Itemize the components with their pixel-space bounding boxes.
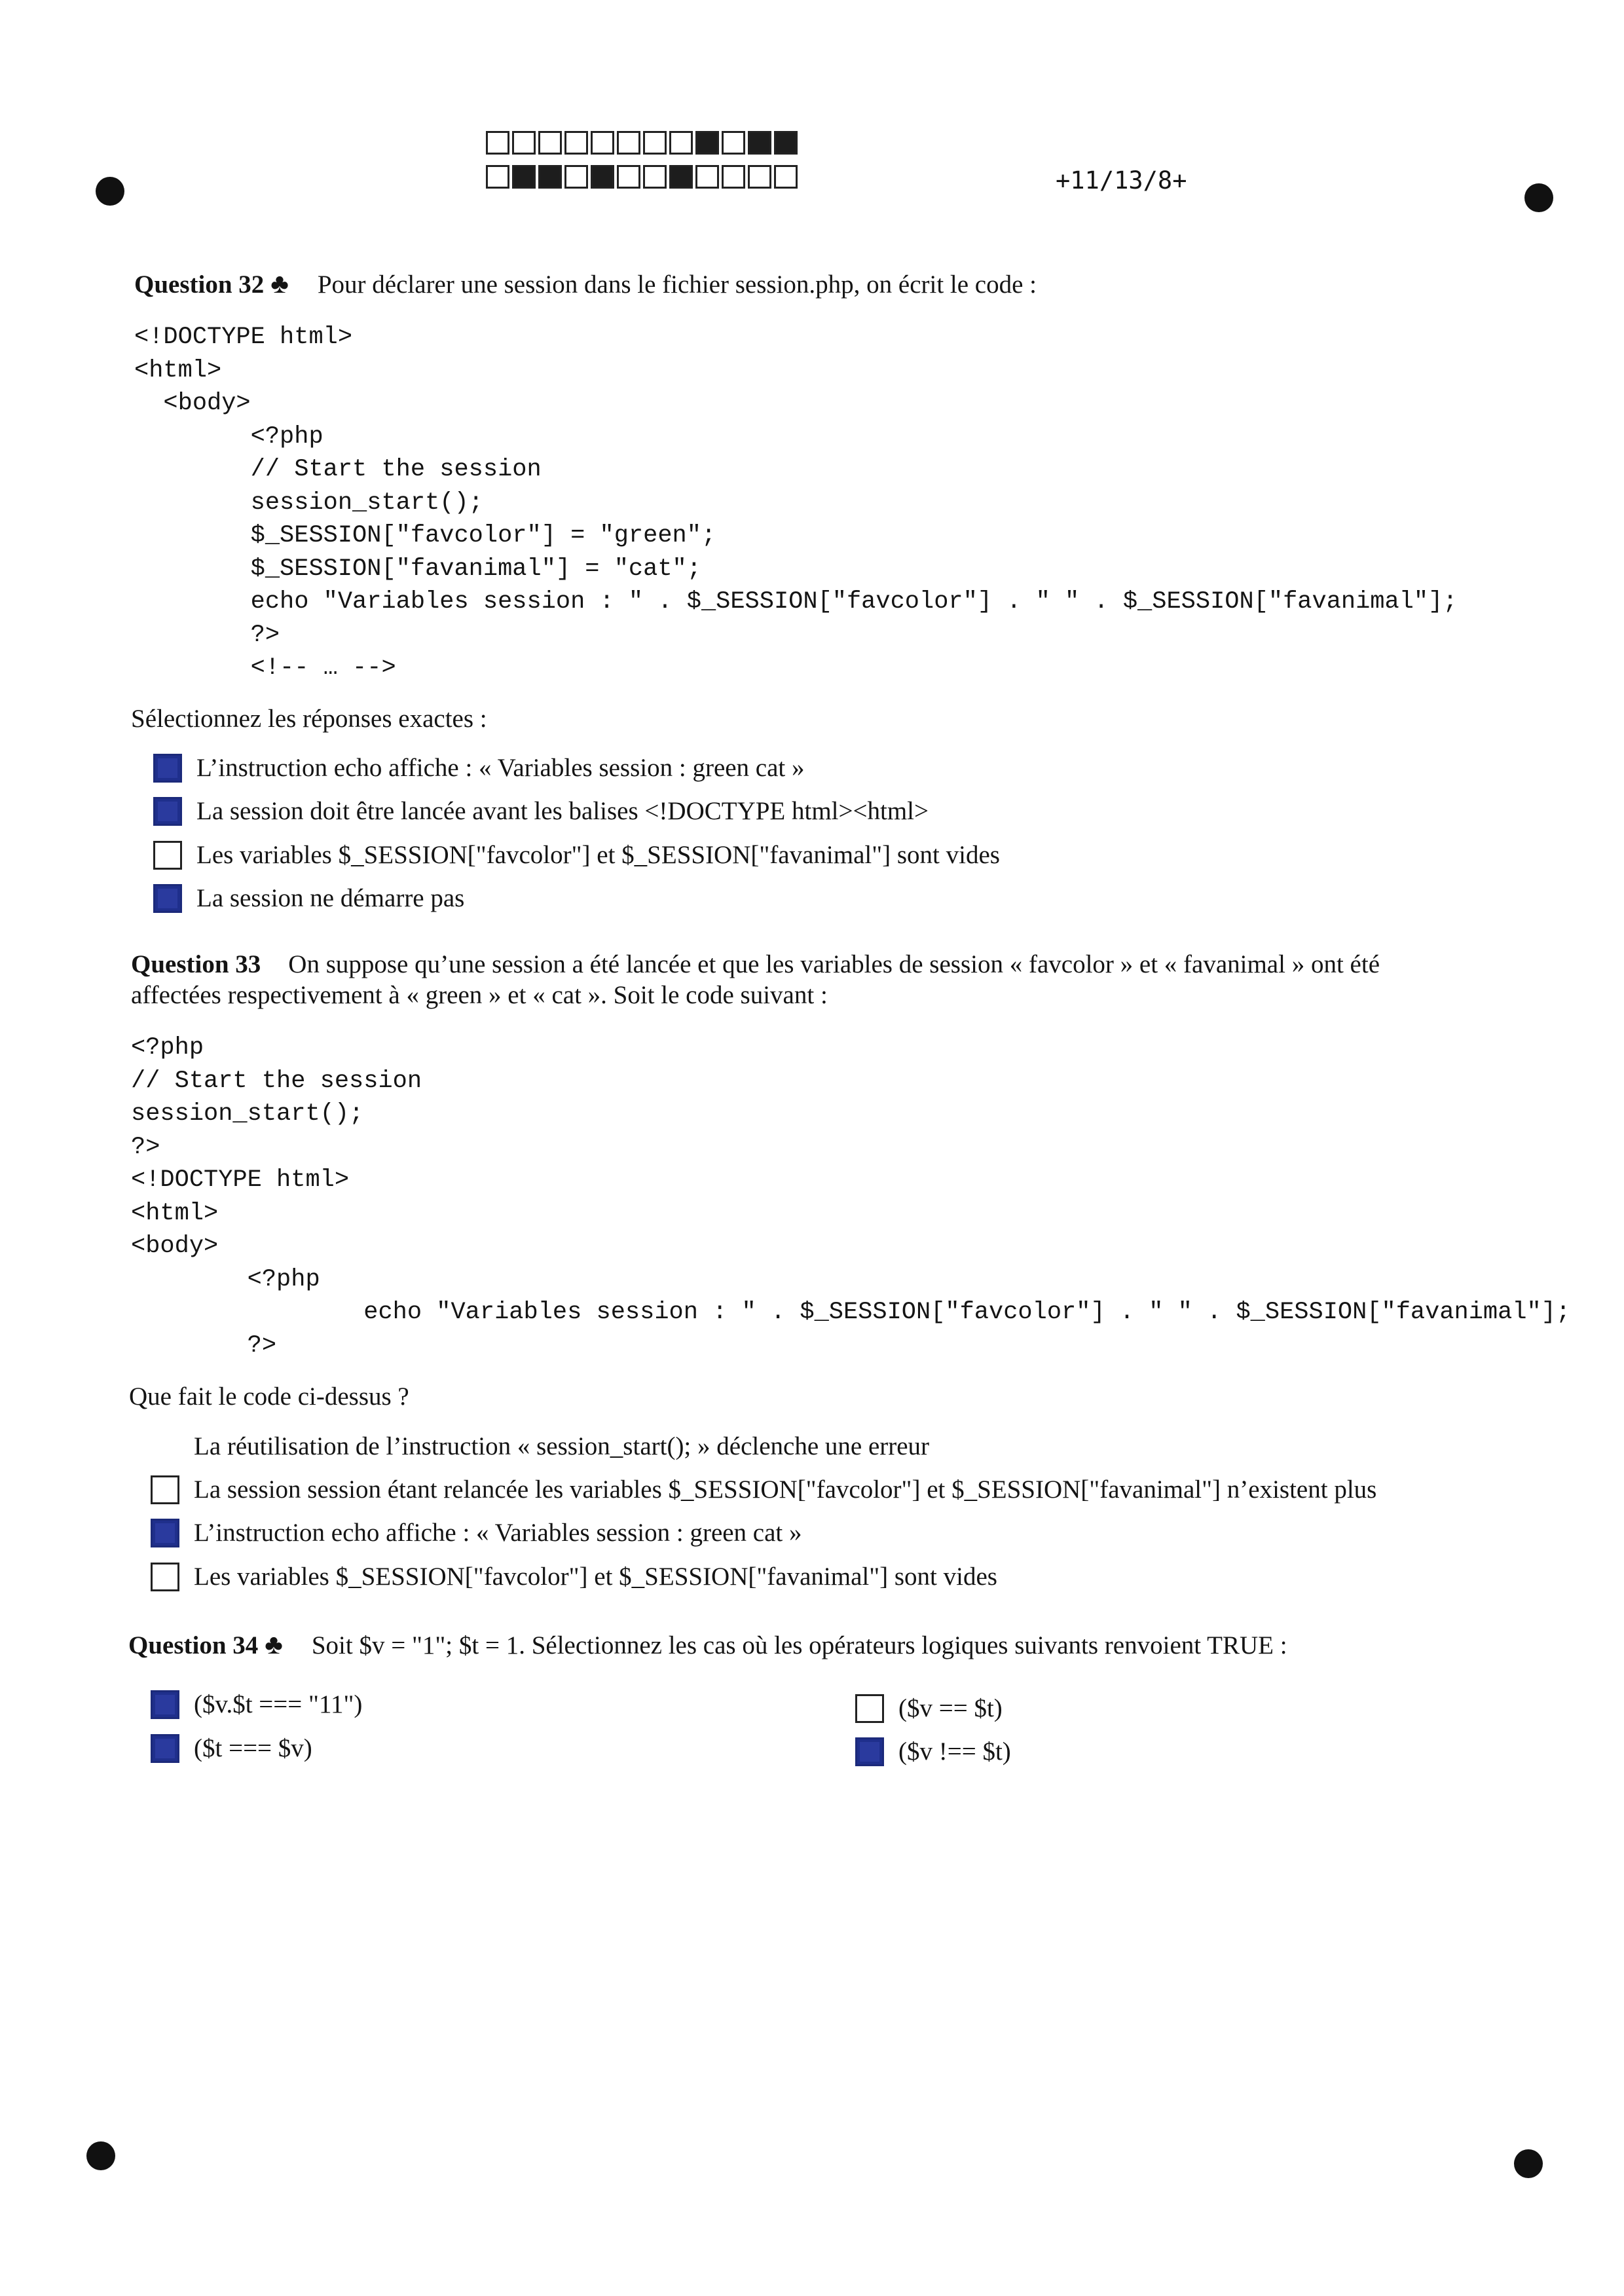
checkbox-empty[interactable]: [151, 1563, 179, 1591]
option-label: La session ne démarre pas: [196, 884, 465, 912]
question-32-code: <!DOCTYPE html> <html> <body> <?php // Start the session session_start(); $_SESSION["favcolor"] = "green"; $_SESSION["favanimal"] = "cat"; echo "Variables session : " . $_SESSION["favcolor"] . " " . $_SESSION["favanimal"]; ?> <!-- … -->: [134, 324, 1458, 682]
checkbox-empty[interactable]: [855, 1694, 884, 1723]
question-34-heading: [128, 1629, 1287, 1662]
q32-option-1[interactable]: [153, 753, 805, 783]
option-label: L’instruction echo affiche : « Variables session : green cat »: [196, 754, 805, 782]
question-label: Question 33: [131, 950, 261, 978]
q34-option-1[interactable]: [151, 1690, 362, 1719]
q33-option-3[interactable]: [151, 1518, 802, 1547]
q33-option-4[interactable]: [151, 1562, 997, 1591]
q33-option-2[interactable]: [151, 1475, 1376, 1504]
question-32-prompt: Sélectionnez les réponses exactes :: [131, 705, 487, 733]
q34-option-4[interactable]: [855, 1737, 1011, 1766]
checkbox-empty[interactable]: [151, 1475, 179, 1504]
q34-option-3[interactable]: [855, 1694, 1003, 1723]
option-label: ($t === $v): [194, 1734, 312, 1762]
question-text: Pour déclarer une session dans le fichier session.php, on écrit le code :: [317, 270, 1037, 299]
registration-mark-top-left: [96, 177, 124, 206]
registration-mark-bottom-right: [1514, 2149, 1543, 2178]
checkbox-empty[interactable]: [153, 841, 182, 870]
option-label: Les variables $_SESSION["favcolor"] et $_SESSION["favanimal"] sont vides: [196, 841, 1000, 869]
option-label: L’instruction echo affiche : « Variables session : green cat »: [194, 1519, 802, 1547]
question-label: Question 32: [134, 270, 265, 299]
checkbox-checked[interactable]: [153, 797, 182, 826]
option-label: Les variables $_SESSION["favcolor"] et $_SESSION["favanimal"] sont vides: [194, 1563, 997, 1591]
checkbox-checked[interactable]: [153, 754, 182, 783]
option-label: La session doit être lancée avant les balises <!DOCTYPE html><html>: [196, 797, 929, 825]
registration-mark-bottom-left: [86, 2141, 115, 2170]
barcode-row-2: [486, 165, 800, 189]
option-label: ($v.$t === "11"): [194, 1690, 363, 1718]
q34-option-2[interactable]: [151, 1733, 312, 1763]
checkbox-checked[interactable]: [855, 1737, 884, 1766]
club-icon: ♣: [265, 1630, 283, 1660]
option-label: La réutilisation de l’instruction « session_start(); » déclenche une erreur: [194, 1432, 930, 1460]
barcode-row-1: [486, 131, 800, 155]
checkbox-checked[interactable]: [153, 884, 182, 913]
question-33-heading: [131, 948, 1380, 981]
registration-mark-top-right: [1524, 183, 1553, 212]
q32-option-3[interactable]: [153, 840, 1000, 870]
checkbox-checked[interactable]: [151, 1519, 179, 1547]
checkbox-checked[interactable]: [151, 1734, 179, 1763]
question-33-prompt: Que fait le code ci-dessus ?: [129, 1382, 409, 1411]
option-label: La session session étant relancée les variables $_SESSION["favcolor"] et $_SESSION["favanimal"] n’existent plus: [194, 1475, 1377, 1504]
checkbox-checked[interactable]: [151, 1690, 179, 1719]
question-33-code: <?php // Start the session session_start(); ?> <!DOCTYPE html> <html> <body> <?php echo "Variables session : " . $_SESSION["favcolor"] . " " . $_SESSION["favanimal"]; ?>: [131, 1034, 1571, 1360]
option-label: ($v !== $t): [898, 1737, 1011, 1766]
q33-option-1[interactable]: [151, 1432, 929, 1461]
question-text: On suppose qu’une session a été lancée et que les variables de session « favcolor » et « favanimal » ont été: [288, 950, 1380, 978]
q32-option-4[interactable]: [153, 883, 464, 913]
checkbox-erased[interactable]: [151, 1432, 179, 1461]
question-label: Question 34: [128, 1631, 259, 1659]
question-32-heading: [134, 268, 1037, 301]
option-label: ($v == $t): [898, 1694, 1003, 1722]
question-text: Soit $v = "1"; $t = 1. Sélectionnez les cas où les opérateurs logiques suivants renvoient TRUE :: [311, 1631, 1287, 1659]
question-33-text-line-2: affectées respectivement à « green » et « cat ». Soit le code suivant :: [131, 981, 828, 1009]
q32-option-2[interactable]: [153, 796, 929, 826]
club-icon: ♣: [270, 269, 289, 299]
page-reference: +11/13/8+: [1056, 166, 1187, 194]
